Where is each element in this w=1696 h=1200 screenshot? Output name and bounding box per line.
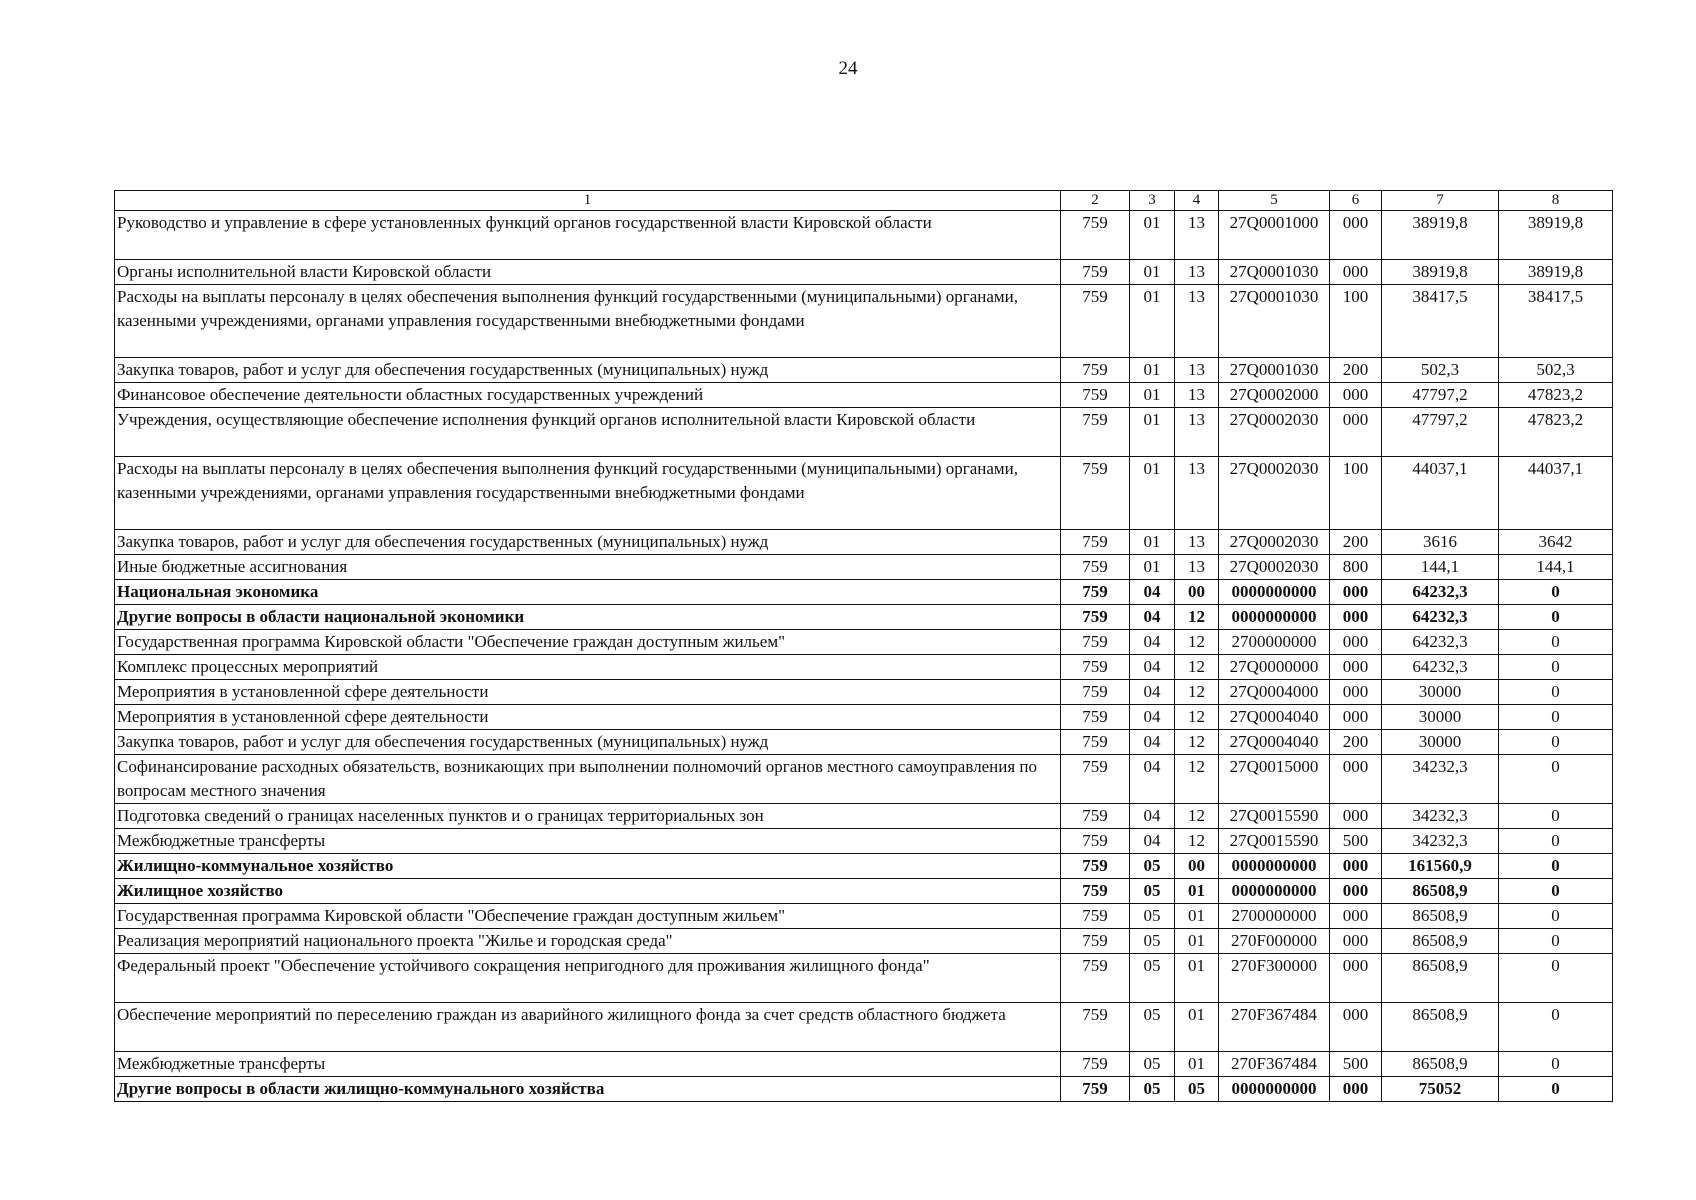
table-row — [115, 904, 1613, 929]
admin-code-cell: 759 — [1061, 260, 1130, 285]
section-cell: 04 — [1130, 655, 1175, 680]
expense-type-cell: 500 — [1330, 1052, 1382, 1077]
table-row — [115, 1077, 1613, 1102]
admin-code-cell: 759 — [1061, 929, 1130, 954]
amount-year1-cell: 38417,5 — [1382, 285, 1499, 358]
amount-year1-cell: 86508,9 — [1382, 1003, 1499, 1052]
section-cell: 05 — [1130, 929, 1175, 954]
row-name-cell: Комплекс процессных мероприятий — [115, 655, 1061, 680]
amount-year2-cell: 0 — [1499, 1003, 1613, 1052]
expense-type-cell: 500 — [1330, 829, 1382, 854]
admin-code-cell: 759 — [1061, 1052, 1130, 1077]
column-header: 1 — [115, 191, 1061, 211]
target-article-cell: 27Q0001000 — [1219, 211, 1330, 260]
subsection-cell: 13 — [1175, 358, 1219, 383]
admin-code-cell: 759 — [1061, 705, 1130, 730]
row-name-cell: Закупка товаров, работ и услуг для обеспечения государственных (муниципальных) нужд — [115, 730, 1061, 755]
amount-year1-cell: 30000 — [1382, 730, 1499, 755]
amount-year2-cell: 38919,8 — [1499, 211, 1613, 260]
section-cell: 04 — [1130, 755, 1175, 804]
expense-type-cell: 000 — [1330, 954, 1382, 1003]
table-row — [115, 655, 1613, 680]
admin-code-cell: 759 — [1061, 211, 1130, 260]
amount-year1-cell: 30000 — [1382, 705, 1499, 730]
amount-year1-cell: 34232,3 — [1382, 804, 1499, 829]
table-row — [115, 555, 1613, 580]
section-cell: 04 — [1130, 605, 1175, 630]
section-cell: 05 — [1130, 954, 1175, 1003]
section-cell: 01 — [1130, 555, 1175, 580]
row-name-cell: Руководство и управление в сфере установленных функций органов государственной власти Кировской области — [115, 211, 1061, 260]
subsection-cell: 12 — [1175, 705, 1219, 730]
expense-type-cell: 000 — [1330, 605, 1382, 630]
section-cell: 01 — [1130, 530, 1175, 555]
target-article-cell: 27Q0001030 — [1219, 260, 1330, 285]
amount-year2-cell: 47823,2 — [1499, 408, 1613, 457]
section-cell: 01 — [1130, 285, 1175, 358]
expense-type-cell: 000 — [1330, 383, 1382, 408]
table-row — [115, 260, 1613, 285]
section-cell: 05 — [1130, 1052, 1175, 1077]
admin-code-cell: 759 — [1061, 854, 1130, 879]
subsection-cell: 12 — [1175, 804, 1219, 829]
admin-code-cell: 759 — [1061, 755, 1130, 804]
admin-code-cell: 759 — [1061, 879, 1130, 904]
target-article-cell: 27Q0002000 — [1219, 383, 1330, 408]
expense-type-cell: 100 — [1330, 457, 1382, 530]
amount-year1-cell: 86508,9 — [1382, 954, 1499, 1003]
subsection-cell: 12 — [1175, 680, 1219, 705]
amount-year2-cell: 0 — [1499, 904, 1613, 929]
row-name-cell: Органы исполнительной власти Кировской области — [115, 260, 1061, 285]
amount-year1-cell: 144,1 — [1382, 555, 1499, 580]
expense-type-cell: 000 — [1330, 854, 1382, 879]
target-article-cell: 27Q0015590 — [1219, 829, 1330, 854]
subsection-cell: 13 — [1175, 383, 1219, 408]
amount-year2-cell: 0 — [1499, 804, 1613, 829]
table-row — [115, 680, 1613, 705]
amount-year2-cell: 44037,1 — [1499, 457, 1613, 530]
amount-year1-cell: 38919,8 — [1382, 260, 1499, 285]
target-article-cell: 27Q0015590 — [1219, 804, 1330, 829]
amount-year2-cell: 0 — [1499, 630, 1613, 655]
table-row — [115, 457, 1613, 530]
admin-code-cell: 759 — [1061, 285, 1130, 358]
amount-year2-cell: 0 — [1499, 854, 1613, 879]
subsection-cell: 01 — [1175, 929, 1219, 954]
subsection-cell: 13 — [1175, 211, 1219, 260]
subsection-cell: 12 — [1175, 605, 1219, 630]
subsection-cell: 12 — [1175, 630, 1219, 655]
row-name-cell: Финансовое обеспечение деятельности областных государственных учреждений — [115, 383, 1061, 408]
amount-year2-cell: 0 — [1499, 580, 1613, 605]
section-cell: 04 — [1130, 580, 1175, 605]
section-cell: 05 — [1130, 854, 1175, 879]
table-row — [115, 1052, 1613, 1077]
section-cell: 01 — [1130, 358, 1175, 383]
target-article-cell: 270F367484 — [1219, 1052, 1330, 1077]
subsection-cell: 01 — [1175, 954, 1219, 1003]
column-header: 3 — [1130, 191, 1175, 211]
expense-type-cell: 200 — [1330, 530, 1382, 555]
subsection-cell: 12 — [1175, 829, 1219, 854]
amount-year1-cell: 75052 — [1382, 1077, 1499, 1102]
amount-year2-cell: 0 — [1499, 1052, 1613, 1077]
row-name-cell: Софинансирование расходных обязательств, возникающих при выполнении полномочий органов местного самоуправления по вопросам местного значения — [115, 755, 1061, 804]
target-article-cell: 27Q0004040 — [1219, 730, 1330, 755]
section-cell: 05 — [1130, 1077, 1175, 1102]
admin-code-cell: 759 — [1061, 383, 1130, 408]
subsection-cell: 13 — [1175, 260, 1219, 285]
row-name-cell: Межбюджетные трансферты — [115, 1052, 1061, 1077]
amount-year2-cell: 0 — [1499, 954, 1613, 1003]
row-name-cell: Государственная программа Кировской области "Обеспечение граждан доступным жильем" — [115, 904, 1061, 929]
subsection-cell: 13 — [1175, 408, 1219, 457]
section-cell: 01 — [1130, 383, 1175, 408]
subsection-cell: 05 — [1175, 1077, 1219, 1102]
row-name-cell: Федеральный проект "Обеспечение устойчивого сокращения непригодного для проживания жилищного фонда" — [115, 954, 1061, 1003]
table-row — [115, 854, 1613, 879]
expense-type-cell: 000 — [1330, 929, 1382, 954]
expense-type-cell: 000 — [1330, 630, 1382, 655]
expense-type-cell: 000 — [1330, 260, 1382, 285]
target-article-cell: 27Q0004000 — [1219, 680, 1330, 705]
target-article-cell: 270F300000 — [1219, 954, 1330, 1003]
target-article-cell: 0000000000 — [1219, 854, 1330, 879]
amount-year1-cell: 502,3 — [1382, 358, 1499, 383]
amount-year1-cell: 64232,3 — [1382, 605, 1499, 630]
expense-type-cell: 200 — [1330, 730, 1382, 755]
column-header: 7 — [1382, 191, 1499, 211]
admin-code-cell: 759 — [1061, 1077, 1130, 1102]
table-row — [115, 211, 1613, 260]
section-cell: 05 — [1130, 1003, 1175, 1052]
subsection-cell: 01 — [1175, 879, 1219, 904]
row-name-cell: Реализация мероприятий национального проекта "Жилье и городская среда" — [115, 929, 1061, 954]
amount-year1-cell: 64232,3 — [1382, 630, 1499, 655]
admin-code-cell: 759 — [1061, 605, 1130, 630]
amount-year2-cell: 38417,5 — [1499, 285, 1613, 358]
row-name-cell: Жилищно-коммунальное хозяйство — [115, 854, 1061, 879]
expense-type-cell: 000 — [1330, 804, 1382, 829]
expense-type-cell: 000 — [1330, 705, 1382, 730]
target-article-cell: 2700000000 — [1219, 904, 1330, 929]
admin-code-cell: 759 — [1061, 954, 1130, 1003]
amount-year2-cell: 3642 — [1499, 530, 1613, 555]
amount-year2-cell: 0 — [1499, 755, 1613, 804]
section-cell: 01 — [1130, 408, 1175, 457]
row-name-cell: Другие вопросы в области жилищно-коммунального хозяйства — [115, 1077, 1061, 1102]
amount-year1-cell: 38919,8 — [1382, 211, 1499, 260]
amount-year2-cell: 144,1 — [1499, 555, 1613, 580]
table-row — [115, 954, 1613, 1003]
subsection-cell: 13 — [1175, 285, 1219, 358]
subsection-cell: 12 — [1175, 730, 1219, 755]
column-header: 4 — [1175, 191, 1219, 211]
admin-code-cell: 759 — [1061, 580, 1130, 605]
amount-year1-cell: 161560,9 — [1382, 854, 1499, 879]
amount-year2-cell: 502,3 — [1499, 358, 1613, 383]
expense-type-cell: 000 — [1330, 408, 1382, 457]
expense-type-cell: 000 — [1330, 655, 1382, 680]
expense-type-cell: 100 — [1330, 285, 1382, 358]
admin-code-cell: 759 — [1061, 457, 1130, 530]
expense-type-cell: 000 — [1330, 1077, 1382, 1102]
amount-year2-cell: 0 — [1499, 655, 1613, 680]
table-row — [115, 605, 1613, 630]
column-header: 6 — [1330, 191, 1382, 211]
table-row — [115, 1003, 1613, 1052]
admin-code-cell: 759 — [1061, 804, 1130, 829]
page-number: 24 — [838, 58, 858, 79]
section-cell: 01 — [1130, 260, 1175, 285]
amount-year2-cell: 0 — [1499, 929, 1613, 954]
subsection-cell: 01 — [1175, 1052, 1219, 1077]
target-article-cell: 27Q0002030 — [1219, 408, 1330, 457]
row-name-cell: Обеспечение мероприятий по переселению граждан из аварийного жилищного фонда за счет средств областного бюджета — [115, 1003, 1061, 1052]
amount-year1-cell: 34232,3 — [1382, 755, 1499, 804]
amount-year2-cell: 0 — [1499, 730, 1613, 755]
subsection-cell: 01 — [1175, 904, 1219, 929]
subsection-cell: 13 — [1175, 530, 1219, 555]
row-name-cell: Другие вопросы в области национальной экономики — [115, 605, 1061, 630]
subsection-cell: 01 — [1175, 1003, 1219, 1052]
target-article-cell: 27Q0015000 — [1219, 755, 1330, 804]
target-article-cell: 2700000000 — [1219, 630, 1330, 655]
amount-year2-cell: 0 — [1499, 605, 1613, 630]
section-cell: 05 — [1130, 904, 1175, 929]
target-article-cell: 270F367484 — [1219, 1003, 1330, 1052]
amount-year1-cell: 64232,3 — [1382, 580, 1499, 605]
target-article-cell: 27Q0001030 — [1219, 285, 1330, 358]
row-name-cell: Государственная программа Кировской области "Обеспечение граждан доступным жильем" — [115, 630, 1061, 655]
section-cell: 04 — [1130, 680, 1175, 705]
header-row — [115, 191, 1613, 211]
table-row — [115, 730, 1613, 755]
subsection-cell: 12 — [1175, 755, 1219, 804]
expense-type-cell: 800 — [1330, 555, 1382, 580]
expense-type-cell: 000 — [1330, 879, 1382, 904]
row-name-cell: Расходы на выплаты персоналу в целях обеспечения выполнения функций государственными (муниципальными) органами, казенными учреждениями, органами управления государственными внебюджетными фондами — [115, 457, 1061, 530]
row-name-cell: Закупка товаров, работ и услуг для обеспечения государственных (муниципальных) нужд — [115, 530, 1061, 555]
target-article-cell: 0000000000 — [1219, 879, 1330, 904]
table-row — [115, 879, 1613, 904]
table-row — [115, 705, 1613, 730]
amount-year1-cell: 64232,3 — [1382, 655, 1499, 680]
amount-year2-cell: 0 — [1499, 705, 1613, 730]
table-row — [115, 829, 1613, 854]
target-article-cell: 0000000000 — [1219, 605, 1330, 630]
target-article-cell: 0000000000 — [1219, 580, 1330, 605]
admin-code-cell: 759 — [1061, 730, 1130, 755]
amount-year1-cell: 86508,9 — [1382, 879, 1499, 904]
target-article-cell: 27Q0001030 — [1219, 358, 1330, 383]
subsection-cell: 00 — [1175, 854, 1219, 879]
subsection-cell: 13 — [1175, 555, 1219, 580]
table-row — [115, 929, 1613, 954]
amount-year1-cell: 86508,9 — [1382, 1052, 1499, 1077]
section-cell: 04 — [1130, 630, 1175, 655]
column-header: 2 — [1061, 191, 1130, 211]
admin-code-cell: 759 — [1061, 680, 1130, 705]
admin-code-cell: 759 — [1061, 358, 1130, 383]
target-article-cell: 0000000000 — [1219, 1077, 1330, 1102]
section-cell: 05 — [1130, 879, 1175, 904]
row-name-cell: Мероприятия в установленной сфере деятельности — [115, 705, 1061, 730]
amount-year1-cell: 47797,2 — [1382, 383, 1499, 408]
section-cell: 01 — [1130, 457, 1175, 530]
row-name-cell: Учреждения, осуществляющие обеспечение исполнения функций органов исполнительной власти Кировской области — [115, 408, 1061, 457]
target-article-cell: 27Q0002030 — [1219, 457, 1330, 530]
expense-type-cell: 000 — [1330, 211, 1382, 260]
admin-code-cell: 759 — [1061, 555, 1130, 580]
column-header: 5 — [1219, 191, 1330, 211]
amount-year1-cell: 86508,9 — [1382, 929, 1499, 954]
amount-year2-cell: 0 — [1499, 680, 1613, 705]
admin-code-cell: 759 — [1061, 1003, 1130, 1052]
section-cell: 04 — [1130, 730, 1175, 755]
amount-year2-cell: 0 — [1499, 829, 1613, 854]
table-row — [115, 580, 1613, 605]
subsection-cell: 12 — [1175, 655, 1219, 680]
amount-year2-cell: 38919,8 — [1499, 260, 1613, 285]
amount-year1-cell: 47797,2 — [1382, 408, 1499, 457]
row-name-cell: Мероприятия в установленной сфере деятельности — [115, 680, 1061, 705]
subsection-cell: 00 — [1175, 580, 1219, 605]
table-row — [115, 630, 1613, 655]
row-name-cell: Межбюджетные трансферты — [115, 829, 1061, 854]
table-row — [115, 530, 1613, 555]
target-article-cell: 270F000000 — [1219, 929, 1330, 954]
expense-type-cell: 000 — [1330, 904, 1382, 929]
amount-year1-cell: 30000 — [1382, 680, 1499, 705]
budget-table — [114, 190, 1613, 1102]
row-name-cell: Национальная экономика — [115, 580, 1061, 605]
amount-year2-cell: 47823,2 — [1499, 383, 1613, 408]
amount-year2-cell: 0 — [1499, 879, 1613, 904]
admin-code-cell: 759 — [1061, 655, 1130, 680]
row-name-cell: Жилищное хозяйство — [115, 879, 1061, 904]
amount-year1-cell: 34232,3 — [1382, 829, 1499, 854]
section-cell: 04 — [1130, 804, 1175, 829]
table-row — [115, 804, 1613, 829]
amount-year1-cell: 44037,1 — [1382, 457, 1499, 530]
target-article-cell: 27Q0002030 — [1219, 555, 1330, 580]
row-name-cell: Подготовка сведений о границах населенных пунктов и о границах территориальных зон — [115, 804, 1061, 829]
table-row — [115, 383, 1613, 408]
table-row — [115, 408, 1613, 457]
section-cell: 04 — [1130, 829, 1175, 854]
amount-year2-cell: 0 — [1499, 1077, 1613, 1102]
target-article-cell: 27Q0002030 — [1219, 530, 1330, 555]
target-article-cell: 27Q0000000 — [1219, 655, 1330, 680]
expense-type-cell: 000 — [1330, 580, 1382, 605]
amount-year1-cell: 3616 — [1382, 530, 1499, 555]
amount-year1-cell: 86508,9 — [1382, 904, 1499, 929]
section-cell: 01 — [1130, 211, 1175, 260]
admin-code-cell: 759 — [1061, 904, 1130, 929]
row-name-cell: Расходы на выплаты персоналу в целях обеспечения выполнения функций государственными (муниципальными) органами, казенными учреждениями, органами управления государственными внебюджетными фондами — [115, 285, 1061, 358]
row-name-cell: Иные бюджетные ассигнования — [115, 555, 1061, 580]
admin-code-cell: 759 — [1061, 530, 1130, 555]
column-header: 8 — [1499, 191, 1613, 211]
subsection-cell: 13 — [1175, 457, 1219, 530]
table-row — [115, 358, 1613, 383]
expense-type-cell: 000 — [1330, 755, 1382, 804]
expense-type-cell: 000 — [1330, 1003, 1382, 1052]
admin-code-cell: 759 — [1061, 829, 1130, 854]
table-row — [115, 285, 1613, 358]
row-name-cell: Закупка товаров, работ и услуг для обеспечения государственных (муниципальных) нужд — [115, 358, 1061, 383]
target-article-cell: 27Q0004040 — [1219, 705, 1330, 730]
expense-type-cell: 200 — [1330, 358, 1382, 383]
expense-type-cell: 000 — [1330, 680, 1382, 705]
admin-code-cell: 759 — [1061, 630, 1130, 655]
table-row — [115, 755, 1613, 804]
section-cell: 04 — [1130, 705, 1175, 730]
admin-code-cell: 759 — [1061, 408, 1130, 457]
